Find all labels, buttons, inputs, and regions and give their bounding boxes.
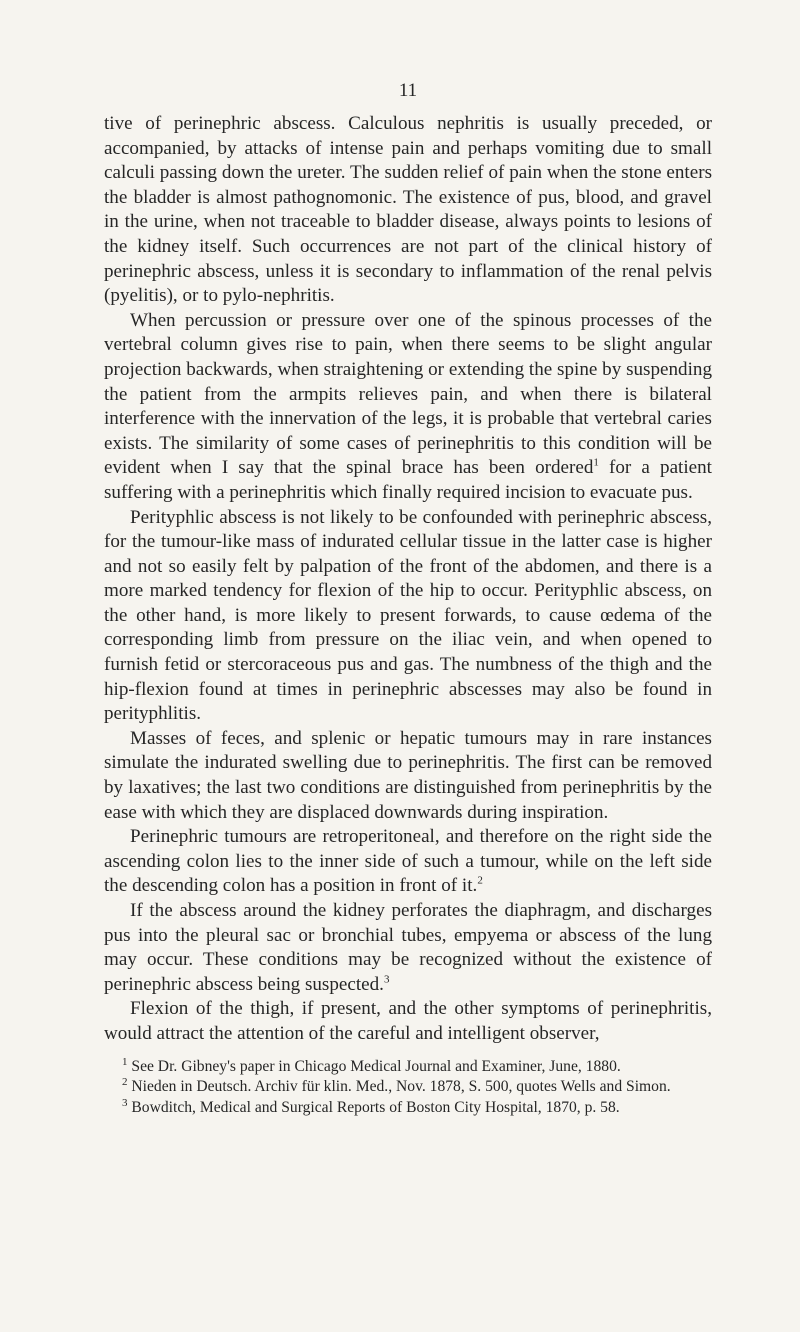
paragraph-5-text-before: Perinephric tumours are retroperitoneal, and therefore on the right side the ascending colon lies to the inner side of such a tumour, while on the left side the descending colon has a position in front of it. [104, 826, 712, 897]
footnote-ref-3: 3 [383, 973, 390, 986]
footnote-1 [104, 1057, 712, 1078]
paragraph-7 [104, 997, 712, 1046]
paragraph-4 [104, 727, 712, 825]
footnote-3 [104, 1098, 712, 1119]
paragraph-5 [104, 825, 712, 899]
paragraph-1-text: tive of perinephric abscess. Calculous nephritis is usually preceded, or accompanied, by attacks of intense pain and perhaps vomiting due to small calculi passing down the ureter. The sudden relief of pain when the stone enters the bladder is almost pathognomonic. The existence of pus, blood, and gravel in the urine, when not traceable to bladder disease, always points to lesions of the kidney itself. Such occurrences are not part of the clinical history of perinephric abscess, unless it is secondary to inflammation of the renal pelvis (pyelitis), or to pylo-nephritis. [104, 113, 712, 307]
paragraph-1 [104, 112, 712, 309]
paragraph-6 [104, 899, 712, 997]
paragraph-2 [104, 309, 712, 506]
footnote-1-text: See Dr. Gibney's paper in Chicago Medical Journal and Examiner, June, 1880. [127, 1057, 621, 1075]
paragraph-3-text: Perityphlic abscess is not likely to be confounded with perinephric abscess, for the tumour-like mass of indurated cellular tissue in the latter case is higher and not so easily felt by palpation of the front of the abdomen, and there is a more marked tendency for flexion of the hip to occur. Perityphlic abscess, on the other hand, is more likely to present forwards, to cause œdema of the corresponding limb from pressure on the iliac vein, and when opened to furnish fetid or stercoraceous pus and gas. The numbness of the thigh and the hip-flexion found at times in perinephric abscesses may also be found in perityphlitis. [104, 506, 712, 725]
footnote-2 [104, 1077, 712, 1098]
footnote-mark-3: 3 [122, 1096, 128, 1109]
footnote-mark-1: 1 [122, 1055, 128, 1068]
footnote-3-text: Bowditch, Medical and Surgical Reports of Boston City Hospital, 1870, p. 58. [127, 1098, 620, 1116]
paragraph-4-text: Masses of feces, and splenic or hepatic tumours may in rare instances simulate the indurated swelling due to perinephritis. The first can be removed by laxatives; the last two conditions are distinguished from perinephritis by the ease with which they are displaced downwards during inspiration. [104, 727, 712, 823]
paragraph-2-text-after: for a patient suffering with a perinephritis which finally required incision to evacuate pus. [104, 457, 712, 503]
footnote-ref-2: 2 [477, 875, 483, 888]
paragraph-3 [104, 506, 712, 727]
footnote-2-text: Nieden in Deutsch. Archiv für klin. Med., Nov. 1878, S. 500, quotes Wells and Simon. [127, 1078, 671, 1096]
footnotes [104, 1057, 712, 1119]
paragraph-6-text-before: If the abscess around the kidney perforates the diaphragm, and discharges pus into the pleural sac or bronchial tubes, empyema or abscess of the lung may occur. These conditions may be recognized without the existence of perinephric abscess being suspected. [104, 900, 712, 995]
page-number: 11 [398, 80, 418, 101]
paragraph-7-text: Flexion of the thigh, if present, and the other symptoms of perinephritis, would attract the attention of the careful and intelligent observer, [104, 998, 712, 1044]
footnote-ref-1: 1 [593, 456, 599, 469]
footnote-mark-2: 2 [122, 1075, 128, 1088]
paragraph-2-text-before: When percussion or pressure over one of the spinous processes of the vertebral column gives rise to pain, when there seems to be slight angular projection backwards, when straightening or extending the spine by suspending the patient from the armpits relieves pain, and when there is bilateral interference with the innervation of the legs, it is probable that vertebral caries exists. The similarity of some cases of perinephritis to this condition will be evident when I say that the spinal brace has been ordered [104, 309, 712, 479]
